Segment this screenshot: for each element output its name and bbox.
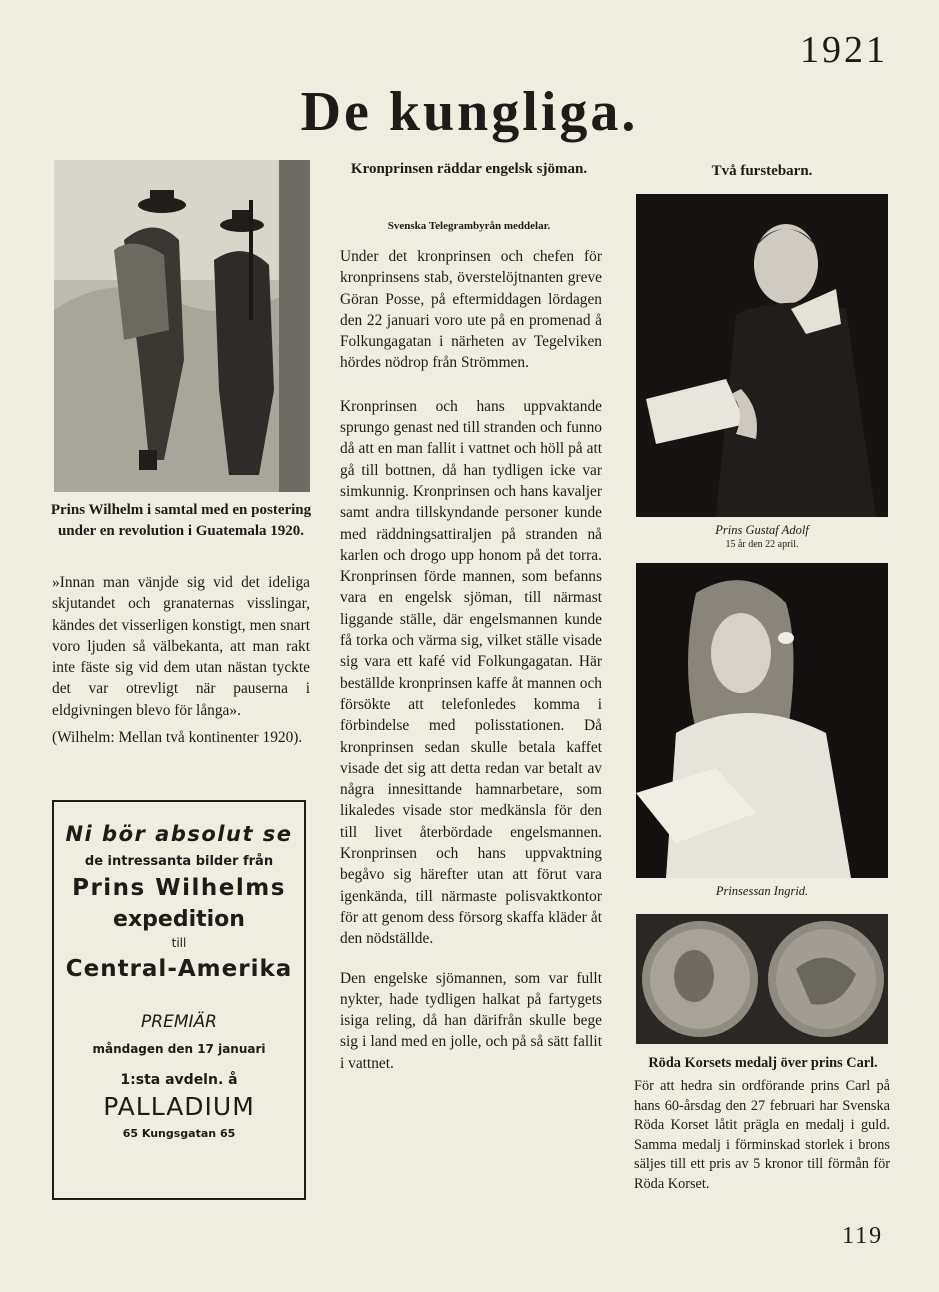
- year-heading: 1921: [800, 29, 888, 71]
- right-heading: Två furstebarn.: [711, 163, 813, 179]
- page-number: 119: [842, 1223, 884, 1249]
- article-paragraph-2: Kronprinsen och hans uppvaktande sprungo genast ned till stranden och funno då att en man fallit i vattnet och höll på att gå till bottnen, då han tydligen icke var simkunnig. Kronprinsen och hans kavaljer samt andra tillskyndande personer kunde med räddningsattiraljen på stranden nå karlen och drogo upp honom på det torra. Kronprinsen förde mannen, som befanns vara en engelsk sjöman, till närmast liggande ställe, där engelsmannen kunde få torka och värma sig, vilket ställe visade sig vara ett kafé vid Folkungagatan. Här beställde kronprinsen kaffe åt mannen och försökte att telefonledes komma i förbindelse med polisstationen. Då kronprinsen sedan skulle betala kaffet visade det sig att detta redan var betalt av några innesittande hamnarbetare, som likaledes visade stor medkänsla för den till livet återbördade engelsmannen. Kronprinsen och hans uppvaktning begåvo sig härefter utan att förut vara igenkända, till närmaste polisvaktkontor för att genom dess försorg skaffa kläder åt den nödställde.: [340, 397, 602, 948]
- ad-section: 1:sta avdeln. å: [120, 1072, 238, 1088]
- photo-wilhelm-guatemala: [54, 160, 310, 492]
- photo-ingrid: [636, 563, 888, 878]
- wilhelm-quote: [52, 572, 310, 754]
- ad-line-destination: Central-Amerika: [65, 956, 293, 982]
- article-paragraph-3: Den engelske sjömannen, som var fullt nykter, hade tydligen halkat på fartygets isiga reling, då han därifrån skulle bege sig i land med en jolle, och på så sätt fallit i vattnet.: [340, 969, 602, 1072]
- photo-caption-wilhelm: Prins Wilhelm i samtal med en postering under en revolution i Guatemala 1920.: [50, 502, 312, 539]
- ad-line-prince: Prins Wilhelms: [72, 875, 286, 901]
- ad-line-interesting: de intressanta bilder från: [84, 854, 274, 869]
- ad-date: måndagen den 17 januari: [92, 1042, 266, 1056]
- article-headline: Kronprinsen räddar engelsk sjöman.: [350, 161, 588, 177]
- ad-line-expedition: expedition: [113, 907, 245, 932]
- palladium-advertisement: [52, 800, 306, 1200]
- ad-line-must-see: Ni bör absolut se: [65, 822, 293, 846]
- ad-venue: PALLADIUM: [103, 1092, 255, 1121]
- quote-text: »Innan man vänjde sig vid det ideliga skjutandet och granaternas visslingar, kändes det visserligen konstigt, men snart voro ljuden så välbekanta, att man rakt inte fäste sig vid dem utan nästan tyckte det var otrevligt när pauserna i eldgivningen blevo för långa».: [52, 574, 310, 719]
- medal-text: För att hedra sin ordförande prins Carl på hans 60-årsdag den 27 februari har Svenska Röda Korset låtit prägla en medalj i guld. Samma medalj i förminskad storlek i brons säljes till ett pris av 5 kronor till förmån för Röda Korset.: [634, 1078, 890, 1192]
- caption-gustaf-adolf-age: 15 år den 22 april.: [725, 539, 799, 550]
- ad-premiere: PREMIÄR: [141, 1012, 217, 1032]
- ad-address: 65 Kungsgatan 65: [122, 1127, 236, 1140]
- caption-ingrid: Prinsessan Ingrid.: [715, 884, 809, 898]
- photo-gustaf-adolf: [636, 194, 888, 517]
- article-byline: Svenska Telegrambyrån meddelar.: [387, 220, 551, 232]
- caption-gustaf-adolf: Prins Gustaf Adolf: [715, 523, 809, 537]
- photo-medal: [636, 914, 888, 1044]
- ad-line-to: till: [171, 936, 187, 950]
- quote-source: (Wilhelm: Mellan två kontinenter 1920).: [52, 729, 303, 747]
- medal-heading: Röda Korsets medalj över prins Carl.: [648, 1055, 878, 1071]
- page-title: De kungliga.: [300, 81, 639, 143]
- article-body: [340, 246, 602, 1080]
- article-paragraph-1: Under det kronprinsen och chefen för kronprinsens stab, överstelöjtnanten greve Göran Posse, på eftermiddagen lördagen den 22 januari voro ute på en promenad å Folkungagatan i närheten av Tegelviken hördes nödrop från Strömmen.: [340, 248, 602, 372]
